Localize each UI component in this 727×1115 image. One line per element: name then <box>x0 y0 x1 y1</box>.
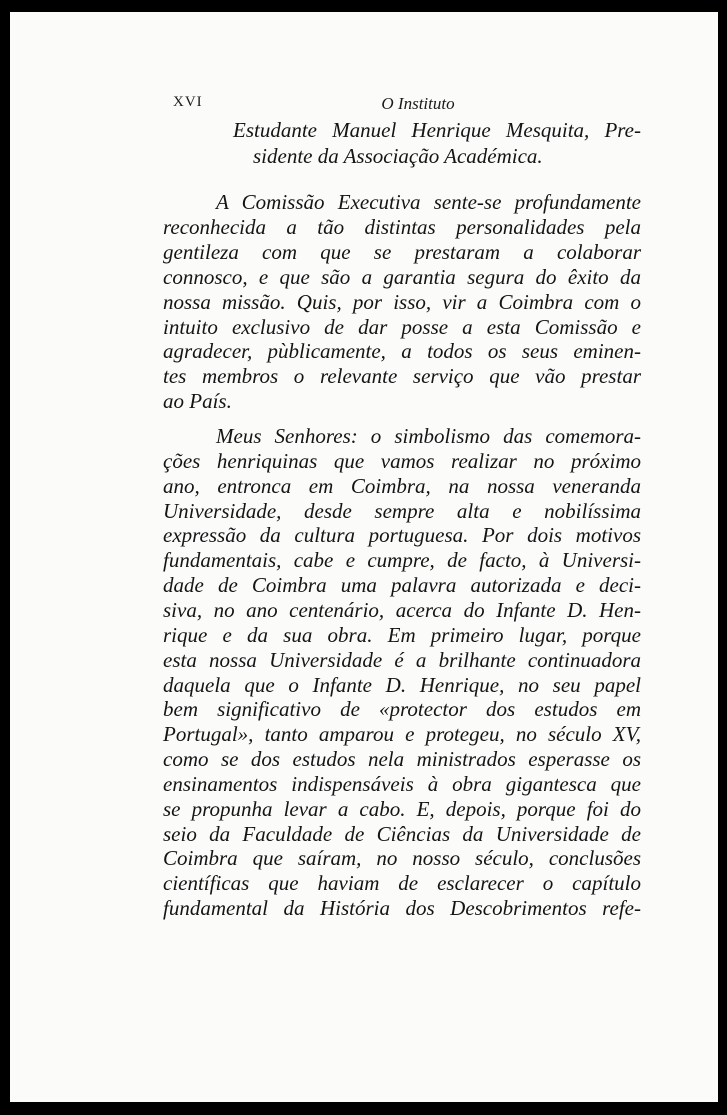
paragraph-1-line: intuito exclusivo de dar posse a esta Comissão e <box>163 314 641 339</box>
paragraph-2-line: siva, no ano centenário, acerca do Infante D. Hen- <box>163 597 641 622</box>
paragraph-2-line: ano, entronca em Coimbra, na nossa veneranda <box>163 473 641 498</box>
paragraph-2-line: esta nossa Universidade é a brilhante continuadora <box>163 647 641 672</box>
paragraph-2-line: seio da Faculdade de Ciências da Universidade de <box>163 821 641 846</box>
paragraph-2-line: Universidade, desde sempre alta e nobilíssima <box>163 498 641 523</box>
page-number: XVI <box>173 94 203 110</box>
text-body <box>10 12 718 1102</box>
paragraph-2-line: dade de Coimbra uma palavra autorizada e deci- <box>163 573 641 598</box>
paragraph-2-line: científicas que haviam de esclarecer o capítulo <box>163 871 641 896</box>
paragraph-2-line: Portugal», tanto amparou e protegeu, no século XV, <box>163 722 641 747</box>
paragraph-2-line: rique e da sua obra. Em primeiro lugar, porque <box>163 622 641 647</box>
paragraph-1-line: tes membros o relevante serviço que vão prestar <box>163 364 641 389</box>
paragraph-1-line: A Comissão Executiva sente-se profundamente <box>216 190 641 214</box>
paragraph-2-line: bem significativo de «protector dos estudos em <box>163 697 641 722</box>
paragraph-2-line: se propunha levar a cabo. E, depois, porque foi do <box>163 796 641 821</box>
paragraph-2-line: como se dos estudos nela ministrados esperasse os <box>163 747 641 772</box>
signatory-line: Estudante Manuel Henrique Mesquita, Pre- <box>233 118 641 142</box>
book-page <box>10 12 718 1102</box>
paragraph-2-line: fundamentais, cabe e cumpre, de facto, à Universi- <box>163 548 641 573</box>
signatory-line: sidente da Associação Académica. <box>253 144 543 168</box>
paragraph-2-line: ções henriquinas que vamos realizar no próximo <box>163 448 641 473</box>
paragraph-2-line: ensinamentos indispensáveis à obra gigantesca que <box>163 771 641 796</box>
running-title: O Instituto <box>381 94 455 113</box>
paragraph-2-line: Meus Senhores: o simbolismo das comemora- <box>216 424 641 448</box>
paragraph-2-line: fundamental da História dos Descobrimentos refe- <box>163 896 641 921</box>
paragraph-2-line: daquela que o Infante D. Henrique, no seu papel <box>163 672 641 697</box>
paragraph-1-line: nossa missão. Quis, por isso, vir a Coimbra com o <box>163 289 641 314</box>
paragraph-1-line: connosco, e que são a garantia segura do êxito da <box>163 264 641 289</box>
paragraph-1-line: ao País. <box>163 389 232 414</box>
paragraph-1-line: agradecer, pùblicamente, a todos os seus eminen- <box>163 339 641 364</box>
paragraph-1-line: reconhecida a tão distintas personalidades pela <box>163 214 641 239</box>
paragraph-2-line: Coimbra que saíram, no nosso século, conclusões <box>163 846 641 871</box>
paragraph-1-line: gentileza com que se prestaram a colaborar <box>163 239 641 264</box>
paragraph-2-line: expressão da cultura portuguesa. Por dois motivos <box>163 523 641 548</box>
